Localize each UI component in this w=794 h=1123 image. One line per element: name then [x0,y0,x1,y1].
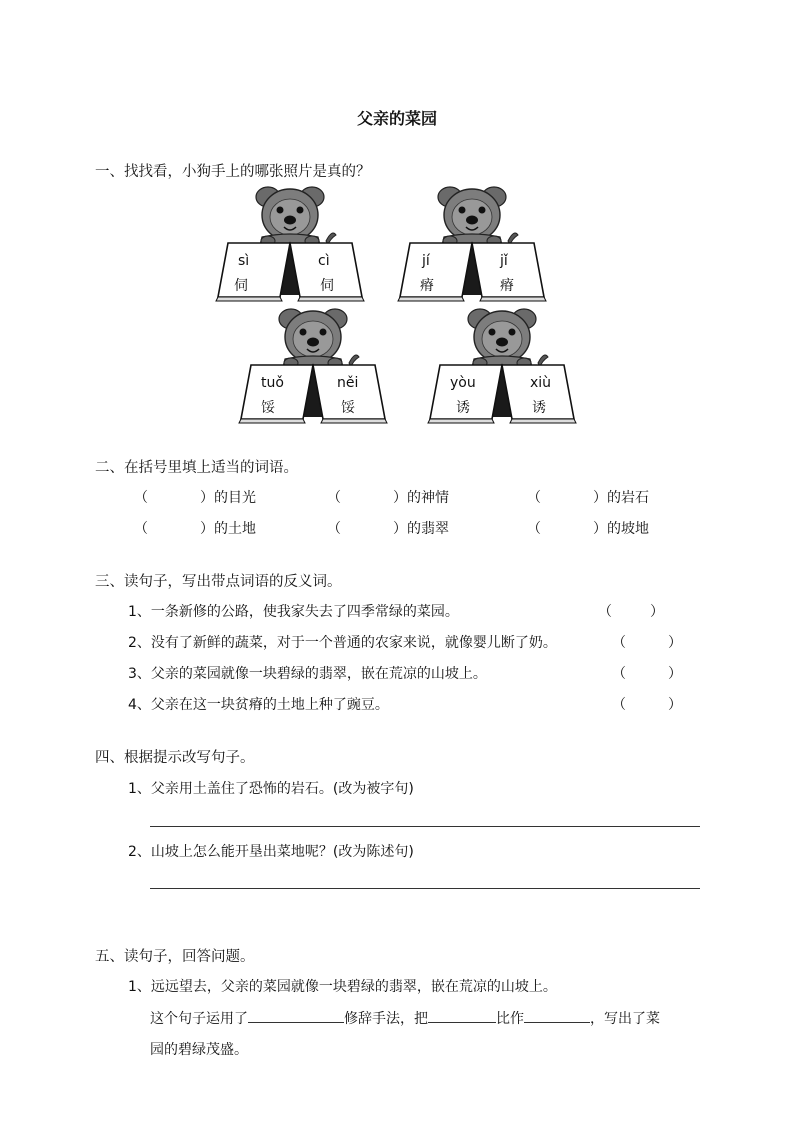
paren-close: ） [593,490,607,506]
question-fill-line [150,1008,660,1028]
paren-close: ） [393,521,407,537]
pinyin-right: jǐ [500,253,508,269]
blank-rhetoric[interactable] [248,1022,344,1023]
rewrite-prompt-2: 2、山坡上怎么能开垦出菜地呢？(改为陈述句) [128,844,414,860]
fill-text-b: 修辞手法，把 [344,1011,428,1027]
pinyin-left: yòu [450,375,476,391]
paren-close: ） [650,604,664,620]
section-4-heading: 四、根据提示改写句子。 [95,750,255,766]
pinyin-left: tuǒ [261,375,284,391]
paren-open: （ [612,666,626,682]
paren-close: ） [200,521,214,537]
sentence-1: 1、一条新修的公路，使我家失去了四季常绿的菜园。 [128,604,459,620]
sentence-4: 4、父亲在这一块贫瘠的土地上种了豌豆。 [128,697,389,713]
fill-text-a: 这个句子运用了 [150,1011,248,1027]
fill-word-label: 的土地 [214,521,256,537]
paren-close: ） [668,666,682,682]
paren-open: （ [527,521,541,537]
blank-subject[interactable] [428,1022,496,1023]
fill-text-d: ，写出了菜 [590,1011,660,1027]
dog-illustration-icon [233,305,393,425]
dog-card-1 [210,183,370,303]
dog-illustration-icon [392,183,552,303]
paren-open: （ [327,490,341,506]
fill-text-e: 园的碧绿茂盛。 [150,1042,248,1058]
dog-card-4 [422,305,582,425]
paren-open: （ [134,490,148,506]
paren-open: （ [527,490,541,506]
hanzi-right: 馁 [341,400,355,416]
section-5-heading: 五、读句子，回答问题。 [95,949,255,965]
fill-word-label: 的岩石 [607,490,649,506]
hanzi-left: 馁 [261,400,275,416]
hanzi-left: 瘠 [420,278,434,294]
paren-open: （ [327,521,341,537]
question-sentence: 1、远远望去，父亲的菜园就像一块碧绿的翡翠，嵌在荒凉的山坡上。 [128,979,557,995]
page-title: 父亲的菜园 [356,109,437,128]
rewrite-prompt-1: 1、父亲用土盖住了恐怖的岩石。(改为被字句) [128,781,414,797]
pinyin-right: xiù [530,375,552,391]
paren-open: （ [612,635,626,651]
hanzi-right: 伺 [320,278,334,294]
section-3-heading: 三、读句子，写出带点词语的反义词。 [95,574,342,590]
fill-word-label: 的目光 [214,490,256,506]
paren-close: ） [668,635,682,651]
fill-word-label: 的坡地 [607,521,649,537]
fill-word-label: 的神情 [407,490,449,506]
sentence-2: 2、没有了新鲜的蔬菜，对于一个普通的农家来说，就像婴儿断了奶。 [128,635,557,651]
pinyin-left: jí [422,253,430,269]
answer-line-1[interactable] [150,826,700,827]
answer-line-2[interactable] [150,888,700,889]
blank-object[interactable] [524,1022,590,1023]
pinyin-right: něi [337,375,359,391]
section-1-heading: 一、找找看，小狗手上的哪张照片是真的？ [95,164,371,180]
paren-open: （ [134,521,148,537]
paren-close: ） [393,490,407,506]
paren-open: （ [612,697,626,713]
hanzi-right: 瘠 [500,278,514,294]
paren-open: （ [598,604,612,620]
section-2-heading: 二、在括号里填上适当的词语。 [95,460,298,476]
pinyin-right: cì [318,253,330,269]
hanzi-left: 伺 [234,278,248,294]
fill-word-label: 的翡翠 [407,521,449,537]
paren-close: ） [593,521,607,537]
sentence-3: 3、父亲的菜园就像一块碧绿的翡翠，嵌在荒凉的山坡上。 [128,666,487,682]
dog-card-2 [392,183,552,303]
paren-close: ） [668,697,682,713]
hanzi-right: 诱 [532,400,546,416]
dog-card-3 [233,305,393,425]
paren-close: ） [200,490,214,506]
hanzi-left: 诱 [456,400,470,416]
fill-text-c: 比作 [496,1011,524,1027]
dog-illustration-icon [422,305,582,425]
pinyin-left: sì [238,253,250,269]
